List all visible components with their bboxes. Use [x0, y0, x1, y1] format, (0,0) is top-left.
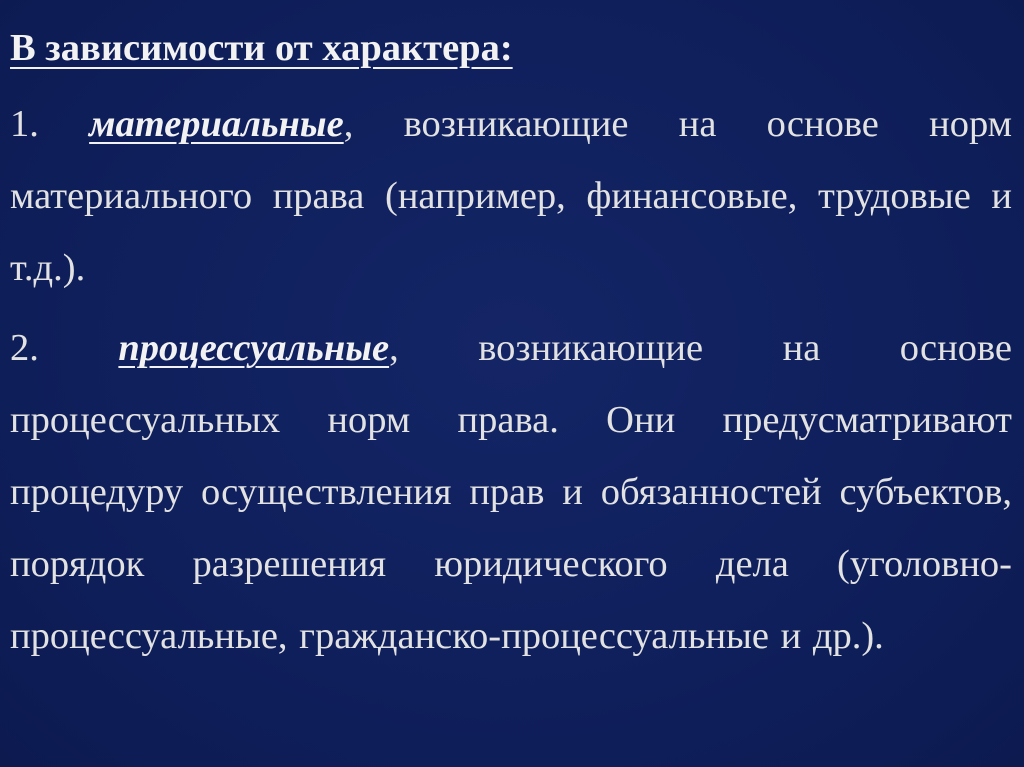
slide-heading: В зависимости от характера:: [10, 27, 513, 69]
term-processualnye: процессуальные: [118, 327, 390, 369]
item-materialnye: [10, 88, 1012, 304]
item-number: 1.: [10, 103, 39, 145]
item-text: , возникающие на основе норм материального права (например, финансовые, трудовые и т.д.).: [10, 103, 1012, 289]
item-number: 2.: [10, 327, 39, 369]
item-processualnye: [10, 312, 1012, 672]
term-materialnye: материальные: [89, 103, 344, 145]
item-text: , возникающие на основе процессуальных норм права. Они предусматривают процедуру осуществления прав и обязанностей субъектов, порядок разрешения юридического дела (уголовно-процессуальные, гражданско-процессуальные и др.).: [10, 327, 1012, 657]
